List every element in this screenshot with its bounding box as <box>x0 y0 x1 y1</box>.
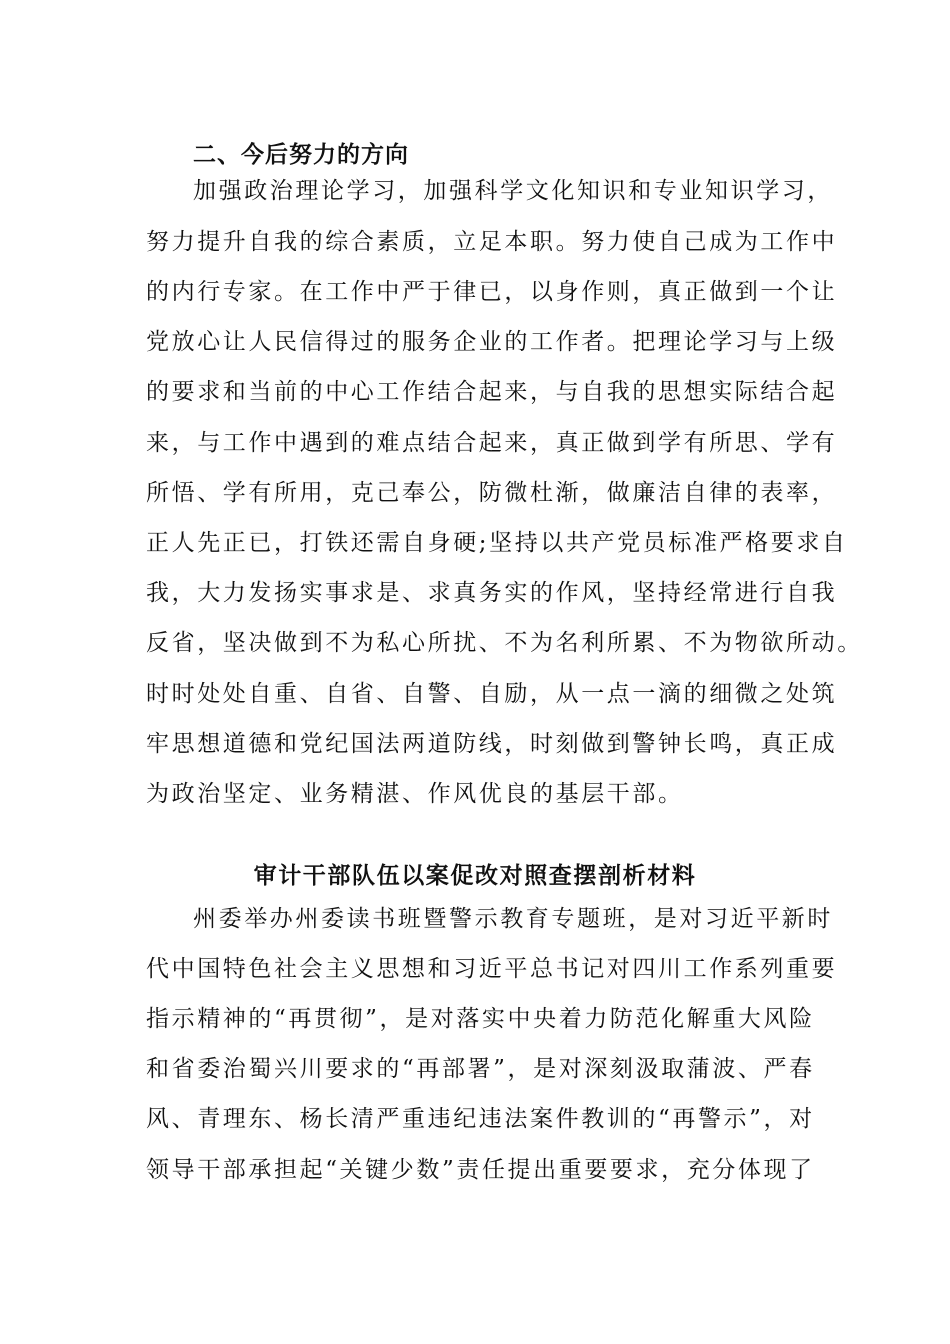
text-line: 党放心让人民信得过的服务企业的工作者。把理论学习与上级 <box>146 329 838 355</box>
text-line: 时时处处自重、自省、自警、自励，从一点一滴的细微之处筑 <box>146 681 838 707</box>
text-line: 努力提升自我的综合素质，立足本职。努力使自己成为工作中 <box>146 229 838 255</box>
text-line: 牢思想道德和党纪国法两道防线，时刻做到警钟长鸣，真正成 <box>146 731 838 757</box>
text-line: 所悟、学有所用，克己奉公，防微杜渐，做廉洁自律的表率， <box>146 480 838 506</box>
text-line: 来，与工作中遇到的难点结合起来，真正做到学有所思、学有 <box>146 430 838 456</box>
section-heading: 二、今后努力的方向 <box>193 142 409 168</box>
text-line: 的要求和当前的中心工作结合起来，与自我的思想实际结合起 <box>146 379 838 405</box>
text-line: 为政治坚定、业务精湛、作风优良的基层干部。 <box>146 781 684 807</box>
text-line: 风、青理东、杨长清严重违纪违法案件教训的“再警示”，对 <box>146 1106 815 1132</box>
text-line: 加强政治理论学习，加强科学文化知识和专业知识学习， <box>193 178 833 204</box>
text-line: 正人先正已，打铁还需自身硬;坚持以共产党员标准严格要求自 <box>146 530 848 556</box>
text-line: 州委举办州委读书班暨警示教育专题班，是对习近平新时 <box>193 906 833 932</box>
text-line: 和省委治蜀兴川要求的“再部署”，是对深刻汲取蒲波、严春 <box>146 1056 815 1082</box>
text-line: 代中国特色社会主义思想和习近平总书记对四川工作系列重要 <box>146 956 838 982</box>
text-line: 我，大力发扬实事求是、求真务实的作风，坚持经常进行自我 <box>146 580 838 606</box>
article-title: 审计干部队伍以案促改对照查摆剖析材料 <box>253 863 697 889</box>
text-line: 的内行专家。在工作中严于律已，以身作则，真正做到一个让 <box>146 279 838 305</box>
text-line: 指示精神的“再贯彻”，是对落实中央着力防范化解重大风险 <box>146 1006 815 1032</box>
text-line: 反省，坚决做到不为私心所扰、不为名利所累、不为物欲所动。 <box>146 630 863 656</box>
text-line: 领导干部承担起“关键少数”责任提出重要要求，充分体现了 <box>146 1157 815 1183</box>
